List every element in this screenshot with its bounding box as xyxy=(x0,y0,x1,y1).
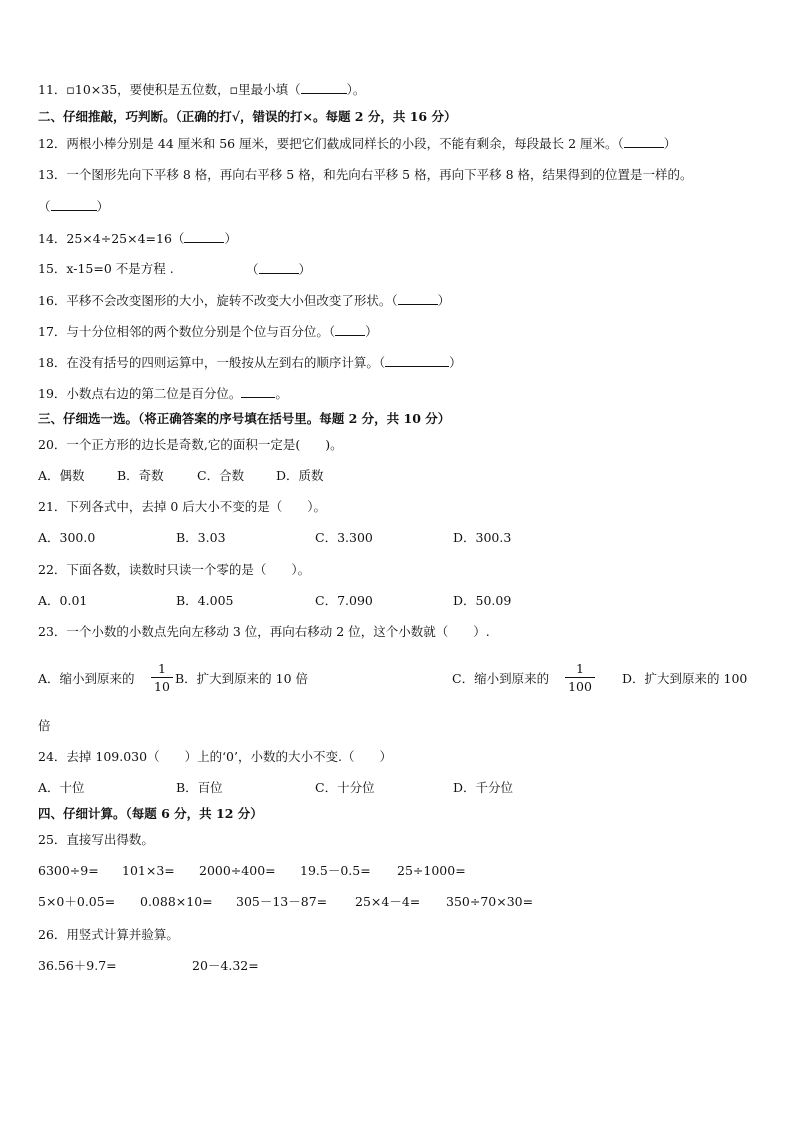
q23-a-denominator: 10 xyxy=(154,679,170,694)
question-19 xyxy=(38,385,288,402)
q13-open: （ xyxy=(38,199,51,214)
q21-option-d[interactable]: D．300.3 xyxy=(453,530,512,545)
q15-close: ） xyxy=(298,262,312,277)
q19-text: 19．小数点右边的第二位是百分位。 xyxy=(38,386,242,401)
question-25: 25．直接写出得数。 xyxy=(38,832,154,847)
q21-option-c[interactable]: C．3.300 xyxy=(315,530,373,545)
q25-calc: 305－13－87= xyxy=(236,894,328,909)
q24-option-a[interactable]: A．十位 xyxy=(38,780,85,795)
q16-text: 16．平移不会改变图形的大小，旋转不改变大小但改变了形状。（ xyxy=(38,293,398,308)
q13-answer-blank[interactable] xyxy=(51,198,97,211)
q11-close: ）。 xyxy=(346,82,366,97)
q16-answer-blank[interactable] xyxy=(398,292,438,305)
q25-calc: 2000÷400= xyxy=(199,863,276,878)
q17-close: ） xyxy=(365,324,378,339)
question-26: 26．用竖式计算并验算。 xyxy=(38,927,179,942)
question-22: 22．下面各数，读数时只读一个零的是（ ）。 xyxy=(38,562,311,577)
q11-text: 11．▫10×35，要使积是五位数，▫里最小填（ xyxy=(38,82,301,97)
question-15 xyxy=(38,261,174,277)
q20-option-a[interactable]: A．偶数 xyxy=(38,468,85,483)
question-16 xyxy=(38,292,450,309)
q25-calc: 350÷70×30= xyxy=(446,894,534,909)
section-2-heading: 二、仔细推敲，巧判断。（正确的打√，错误的打×。每题 2 分，共 16 分） xyxy=(38,109,457,124)
q15-answer-blank[interactable] xyxy=(259,261,299,274)
q26-calc: 36.56＋9.7= xyxy=(38,958,117,973)
q19-answer-blank[interactable] xyxy=(241,385,275,398)
question-13: 13．一个图形先向下平移 8 格，再向右平移 5 格，和先向右平移 5 格，再向下平移 8 格，结果得到的位置是一样的。 xyxy=(38,167,693,182)
q12-text: 12．两根小棒分别是 44 厘米和 56 厘米，要把它们截成同样长的小段，不能有剩余，每段最长 2 厘米。（ xyxy=(38,136,624,151)
q23-a-fraction-bar xyxy=(151,677,173,678)
q16-close: ） xyxy=(437,293,451,308)
question-23: 23．一个小数的小数点先向左移动 3 位，再向右移动 2 位，这个小数就（ ）. xyxy=(38,624,490,639)
q21-option-b[interactable]: B．3.03 xyxy=(176,530,226,545)
question-17 xyxy=(38,323,378,340)
q25-calc: 19.5－0.5= xyxy=(300,863,371,878)
q25-calc: 6300÷9= xyxy=(38,863,99,878)
q15-open: （ xyxy=(246,262,259,277)
question-24: 24．去掉 109.030（ ）上的‘0’，小数的大小不变.（ ） xyxy=(38,749,392,764)
q17-answer-blank[interactable] xyxy=(335,323,365,336)
q23-option-a[interactable]: A．缩小到原来的 xyxy=(38,671,135,686)
q22-option-c[interactable]: C．7.090 xyxy=(315,593,373,608)
q26-calc: 20－4.32= xyxy=(192,958,259,973)
q15-text: 15．x-15=0 不是方程 . xyxy=(38,261,174,276)
question-13-answer xyxy=(38,198,109,215)
q19-close: 。 xyxy=(275,386,288,401)
q25-calc: 25×4－4= xyxy=(355,894,421,909)
q20-option-b[interactable]: B．奇数 xyxy=(117,468,164,483)
q20-option-d[interactable]: D．质数 xyxy=(276,468,324,483)
q14-close: ） xyxy=(224,231,237,246)
q25-calc: 0.088×10= xyxy=(140,894,213,909)
q18-answer-blank[interactable] xyxy=(385,354,449,367)
q18-close: ） xyxy=(449,355,462,370)
q25-calc: 5×0＋0.05= xyxy=(38,894,116,909)
q21-option-a[interactable]: A．300.0 xyxy=(38,530,96,545)
question-15-answer xyxy=(246,261,311,278)
q14-text: 14．25×4÷25×4=16（ xyxy=(38,231,185,246)
q13-close: ） xyxy=(96,199,110,214)
q25-calc: 25÷1000= xyxy=(397,863,466,878)
question-14 xyxy=(38,230,237,247)
q22-option-a[interactable]: A．0.01 xyxy=(38,593,88,608)
section-3-heading: 三、仔细选一选。（将正确答案的序号填在括号里。每题 2 分，共 10 分） xyxy=(38,411,451,426)
q24-option-d[interactable]: D．千分位 xyxy=(453,780,514,795)
q24-option-c[interactable]: C．十分位 xyxy=(315,780,375,795)
question-18 xyxy=(38,354,462,371)
q14-answer-blank[interactable] xyxy=(184,230,224,243)
q11-answer-blank[interactable] xyxy=(301,81,347,94)
question-20: 20．一个正方形的边长是奇数,它的面积一定是( )。 xyxy=(38,437,343,452)
q24-option-b[interactable]: B．百位 xyxy=(176,780,223,795)
q23-c-denominator: 100 xyxy=(568,679,592,694)
q23-a-fraction xyxy=(151,661,173,694)
q12-answer-blank[interactable] xyxy=(624,135,664,148)
q18-text: 18．在没有括号的四则运算中，一般按从左到右的顺序计算。（ xyxy=(38,355,386,370)
q23-a-numerator: 1 xyxy=(158,661,166,676)
q25-calc: 101×3= xyxy=(122,863,175,878)
q23-option-d[interactable]: D．扩大到原来的 100 xyxy=(622,671,748,686)
q22-option-d[interactable]: D．50.09 xyxy=(453,593,512,608)
q20-option-c[interactable]: C．合数 xyxy=(197,468,245,483)
q23-option-b[interactable]: B．扩大到原来的 10 倍 xyxy=(175,671,309,686)
section-4-heading: 四、仔细计算。（每题 6 分，共 12 分） xyxy=(38,806,263,821)
q12-close: ） xyxy=(663,136,677,151)
q23-option-c[interactable]: C．缩小到原来的 xyxy=(452,671,550,686)
q22-option-b[interactable]: B．4.005 xyxy=(176,593,234,608)
question-11 xyxy=(38,81,365,98)
q17-text: 17．与十分位相邻的两个数位分别是个位与百分位。（ xyxy=(38,324,336,339)
q23-c-numerator: 1 xyxy=(576,661,584,676)
q23-option-d-wrap: 倍 xyxy=(38,718,51,733)
question-12 xyxy=(38,135,676,152)
q23-c-fraction-bar xyxy=(565,677,595,678)
question-21: 21．下列各式中，去掉 0 后大小不变的是（ ）。 xyxy=(38,499,327,514)
q23-c-fraction xyxy=(565,661,595,694)
